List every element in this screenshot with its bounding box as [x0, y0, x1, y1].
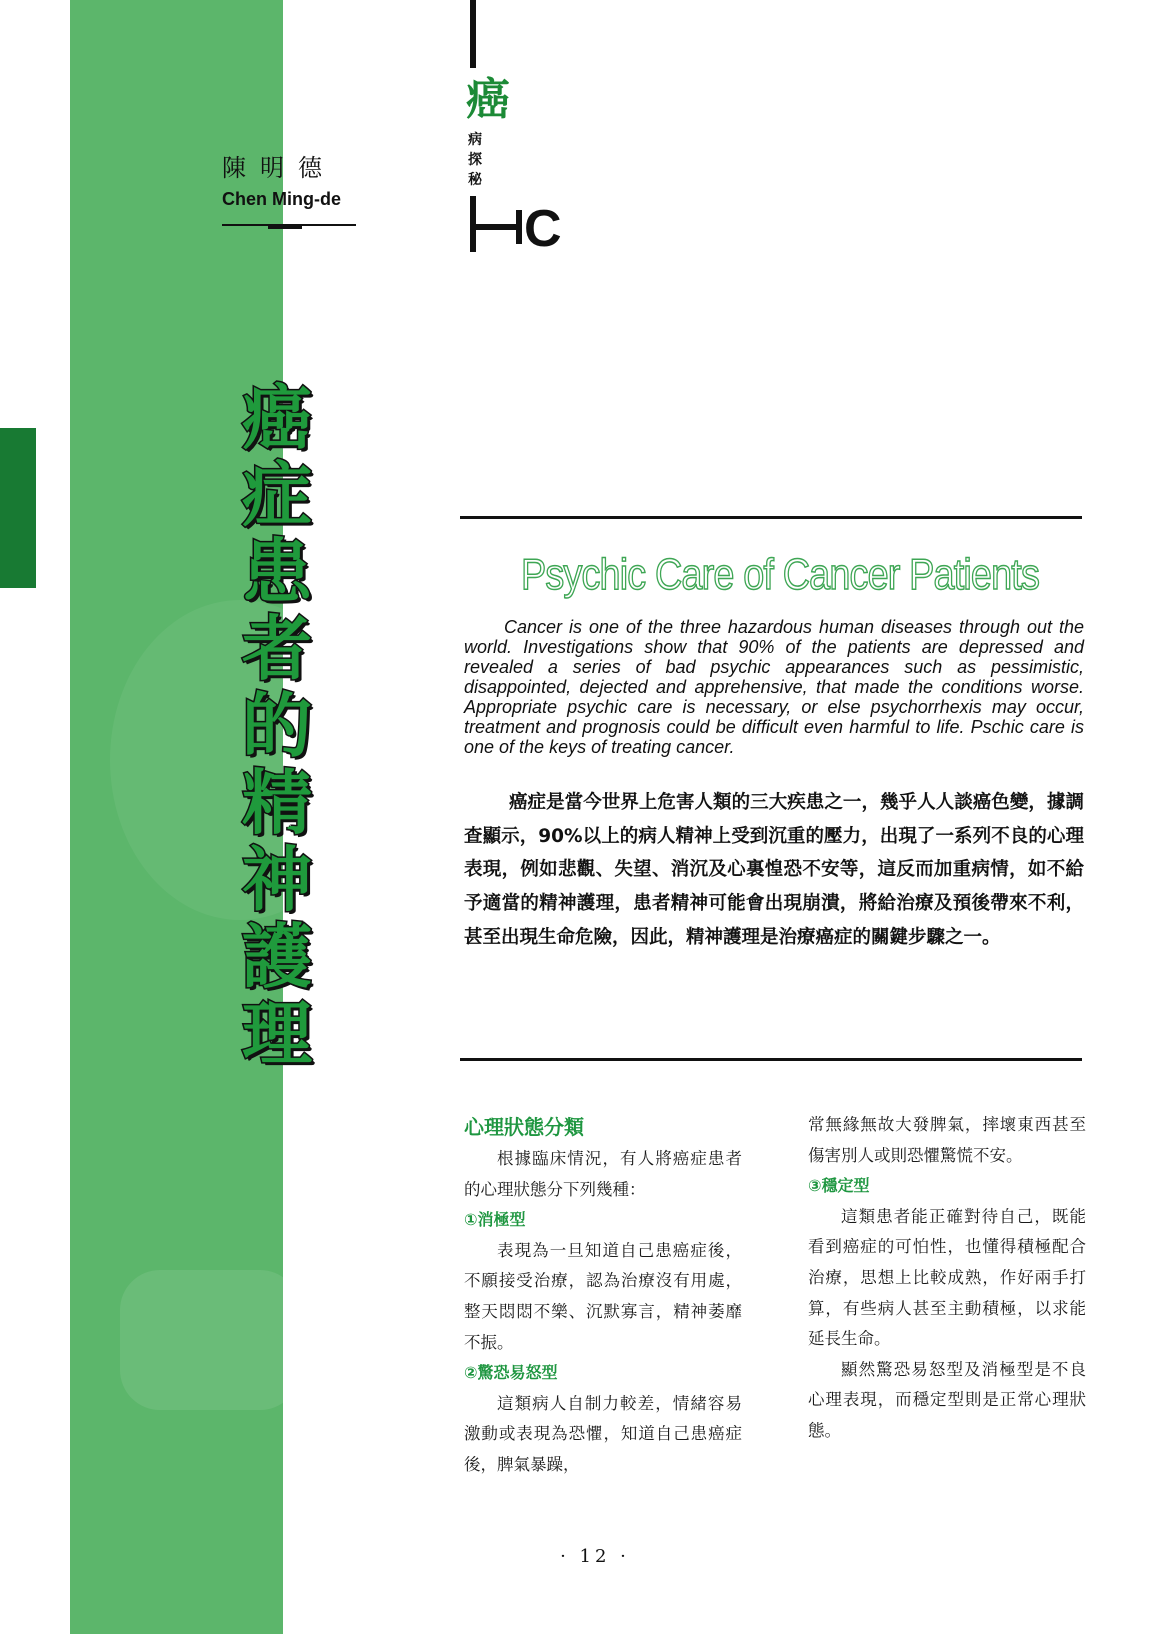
intro-paragraph: 根據臨床情況，有人將癌症患者的心理狀態分下列幾種： — [464, 1149, 742, 1199]
type2-paragraph: 這類病人自制力較差，情緒容易激動或表現為恐懼，知道自己患癌症後，脾氣暴躁， — [464, 1393, 742, 1474]
type2-heading: ②驚恐易怒型 — [464, 1363, 558, 1383]
type1-paragraph: 表現為一旦知道自己患癌症後，不願接受治療，認為治療沒有用處，整天悶悶不樂、沉默寡言，精神萎靡不振。 — [464, 1240, 742, 1352]
type2-paragraph-cont: 常無緣無故大發脾氣，摔壞東西甚至傷害別人或則恐懼驚慌不安。 — [808, 1115, 1086, 1165]
author-name-cn: 陳明德 — [222, 154, 336, 182]
vertical-title-cn: 癌症患者的精神護理 — [242, 377, 312, 1075]
author-name-en: Chen Ming-de — [222, 189, 341, 209]
type3-heading: ③穩定型 — [808, 1176, 870, 1196]
chapter-tab — [0, 428, 36, 588]
series-big-char: 癌 — [466, 74, 510, 125]
series-header — [464, 0, 604, 260]
author-rule-mark — [268, 224, 302, 229]
author-block — [222, 148, 356, 210]
watermark-shape — [120, 1270, 300, 1410]
page-number: · 12 · — [560, 1546, 630, 1567]
type1-heading: ①消極型 — [464, 1210, 526, 1230]
top-rule — [460, 516, 1082, 519]
middle-rule — [460, 1058, 1082, 1061]
article-title-en: Psychic Care of Cancer Patients — [520, 550, 1040, 599]
series-logo-icon — [464, 196, 594, 260]
body-column-right — [808, 1110, 1086, 1447]
series-small-chars: 病探秘 — [468, 132, 482, 188]
series-bar — [470, 0, 476, 68]
type3-paragraph: 這類患者能正確對待自己，既能看到癌症的可怕性，也懂得積極配合治療，思想上比較成熟，作好兩手打算，有些病人甚至主動積極，以求能延長生命。 — [808, 1206, 1086, 1349]
abstract-en: Cancer is one of the three hazardous human diseases through out the world. Investigations show that 90% of the patients are depressed and revealed a series of bad psychic appearances such as pessimistic, disappointed, dejected and apprehensive, that made the conditions worse. Appropriate psychic care is necessary, or else psychorrhexis may occur, treatment and prognosis could be difficult even harmful to life. Pschic care is one of the keys of treating cancer. — [464, 617, 1084, 757]
conclusion-paragraph: 顯然驚恐易怒型及消極型是不良心理表現，而穩定型則是正常心理狀態。 — [808, 1359, 1086, 1440]
abstract-cn: 癌症是當今世界上危害人類的三大疾患之一，幾乎人人談癌色變，據調查顯示，90%以上的病人精神上受到沉重的壓力，出現了一系列不良的心理表現，例如悲觀、失望、消沉及心裏惶恐不安等，這反而加重病情，如不給予適當的精神護理，患者精神可能會出現崩潰，將給治療及預後帶來不利，甚至出現生命危險，因此，精神護理是治療癌症的關鍵步驟之一。 — [464, 792, 1084, 948]
section-heading: 心理狀態分類 — [464, 1115, 584, 1139]
series-logo-text: C — [524, 200, 562, 258]
body-column-left — [464, 1110, 742, 1481]
